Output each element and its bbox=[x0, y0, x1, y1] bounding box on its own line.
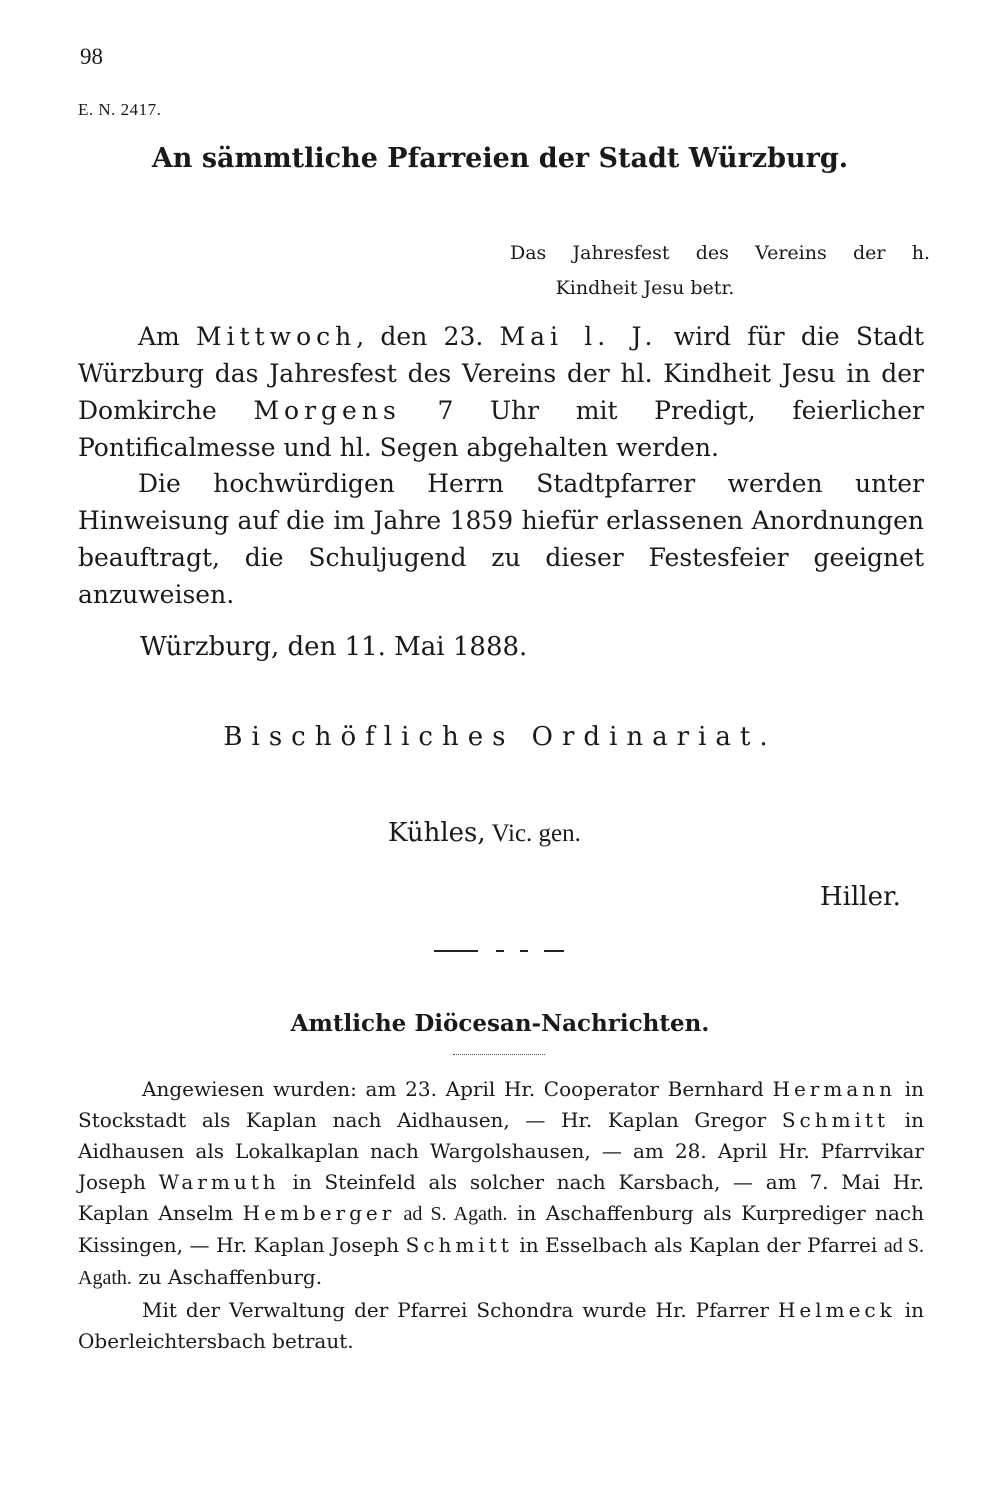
news1-text-c: in Stockstadt als Kaplan nach Aidhausen, — Hr. Kaplan Gregor bbox=[78, 1077, 924, 1132]
subject-line-1: Das Jahresfest des Vereins der h. bbox=[510, 242, 930, 264]
issuing-authority: Bischöfliches Ordinariat. bbox=[223, 722, 777, 752]
news-paragraph-1 bbox=[78, 1074, 924, 1294]
dateline: Würzburg, den 11. Mai 1888. bbox=[140, 632, 528, 662]
news1-text-e: in Aidhausen als Lokalkaplan nach Wargolshausen, — am 28. April Hr. Pfarrvikar Joseph bbox=[78, 1108, 924, 1194]
news1-name-hemberger: Hemberger bbox=[242, 1201, 396, 1225]
news1-text-n: zu Aschaffenburg. bbox=[131, 1265, 323, 1289]
news-paragraph-2 bbox=[78, 1295, 924, 1357]
news1-name-schmitt: Schmitt bbox=[781, 1108, 890, 1132]
divider-dash bbox=[520, 950, 528, 952]
signer bbox=[388, 818, 581, 848]
p1-spaced-weekday: Mittwoch bbox=[196, 322, 357, 351]
p1-spaced-date: Mai l. J. bbox=[499, 322, 658, 351]
section-divider bbox=[434, 950, 564, 953]
divider-dash bbox=[434, 950, 478, 952]
page-title: An sämmtliche Pfarreien der Stadt Würzburg. bbox=[151, 143, 849, 174]
section-title: Amtliche Diöcesan-Nachrichten. bbox=[290, 1010, 710, 1037]
signer-title: Vic. gen. bbox=[485, 820, 581, 847]
news2-text-c: in Oberleichtersbach betraut. bbox=[78, 1298, 924, 1353]
subject-line bbox=[510, 236, 930, 306]
news1-text-l: in Esselbach als Kaplan der Pfarrei bbox=[512, 1233, 884, 1257]
p1-text-2: , den 23. bbox=[356, 322, 500, 351]
news1-text-a: Angewiesen wurden: am 23. April Hr. Cooperator Bernhard bbox=[142, 1077, 773, 1101]
p1-text-4: 7 Uhr mit Predigt, feierlicher Pontificalmesse und hl. Segen abgehalten werden. bbox=[78, 396, 924, 462]
page-number: 98 bbox=[80, 44, 103, 69]
news1-text-g: in Steinfeld als solcher nach Karsbach, — am 7. Mai Hr. Kaplan Anselm bbox=[78, 1170, 925, 1225]
announcement-paragraph-2: Die hochwürdigen Herrn Stadtpfarrer werden unter Hinweisung auf die im Jahre 1859 hiefür erlassenen Anordnungen beauftragt, die Schuljugend zu dieser Festesfeier geeignet anzuweisen. bbox=[78, 469, 924, 609]
subject-line-2: Kindheit Jesu betr. bbox=[555, 277, 735, 299]
news2-text-a: Mit der Verwaltung der Pfarrei Schondra wurde Hr. Pfarrer bbox=[142, 1298, 778, 1322]
reference-number: E. N. 2417. bbox=[78, 100, 162, 119]
divider-dash bbox=[496, 950, 504, 952]
news1-latin-agath-2: ad S. Agath. bbox=[78, 1235, 924, 1289]
news2-name-helmeck: Helmeck bbox=[777, 1298, 896, 1322]
announcement-paragraph-1 bbox=[78, 318, 924, 466]
secretary-signature: Hiller. bbox=[820, 882, 901, 912]
divider-dash bbox=[544, 950, 564, 952]
section-title-underline bbox=[453, 1054, 545, 1055]
news1-name-hermann: Hermann bbox=[772, 1077, 897, 1101]
signer-name: Kühles, bbox=[388, 818, 486, 848]
p1-spaced-morning: Morgens bbox=[253, 396, 401, 425]
news1-latin-agath: ad S. Agath. bbox=[395, 1203, 508, 1225]
news1-name-schmitt-2: Schmitt bbox=[405, 1233, 513, 1257]
p1-text-1: Am bbox=[138, 322, 196, 351]
news1-text-j: in Aschaffenburg als Kurprediger nach Kissingen, — Hr. Kaplan Joseph bbox=[78, 1201, 925, 1257]
p1-text-3: wird für die Stadt Würzburg das Jahresfest des Vereins der hl. Kindheit Jesu in der Domkirche bbox=[78, 322, 924, 425]
news1-name-warmuth: Warmuth bbox=[158, 1170, 280, 1194]
